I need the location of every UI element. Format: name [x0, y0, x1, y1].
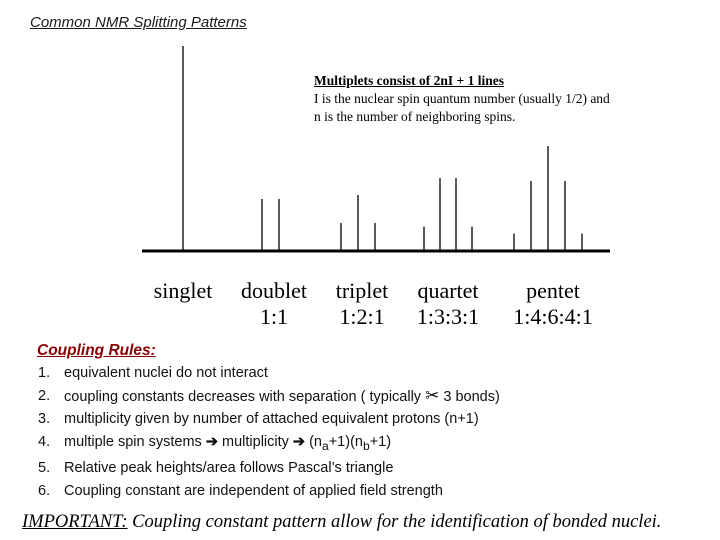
subscript-b: b — [362, 438, 370, 453]
pattern-ratio: 1:2:1 — [339, 304, 385, 329]
rule-item — [38, 408, 500, 431]
rule-item — [38, 362, 500, 385]
rule-number: 3. — [38, 411, 51, 428]
important-text: Coupling constant pattern allow for the identification of bonded nuclei. — [127, 512, 662, 532]
pattern-name: doublet — [241, 278, 307, 303]
pattern-ratio: 1:3:3:1 — [416, 304, 480, 329]
label-singlet — [148, 278, 218, 304]
arrow-right-icon: ➔ — [292, 433, 306, 450]
rule-number: 1. — [38, 365, 51, 381]
label-triplet — [327, 278, 397, 330]
important-note — [22, 512, 661, 533]
rule-text: coupling constants decreases with separation ( typically — [64, 388, 426, 405]
multiplets-heading: Multiplets consist of 2nI + 1 lines — [314, 73, 504, 88]
spectrum-peaks — [183, 46, 582, 251]
coupling-rules-list — [38, 362, 500, 502]
approximately-icon: ✂ — [425, 385, 440, 405]
rule-number: 6. — [38, 482, 51, 499]
pattern-name: pentet — [526, 278, 580, 303]
rule-text: Coupling constant are independent of applied field strength — [64, 482, 443, 499]
rule-text-mid: multiplicity — [217, 433, 293, 450]
rule-text: equivalent nuclei do not interact — [64, 365, 268, 381]
rule-text: multiple spin systems — [64, 433, 206, 450]
rule-text-tail: +1)(n — [328, 433, 363, 450]
rule-item — [38, 431, 500, 457]
pattern-ratio: 1:1 — [259, 304, 289, 329]
important-lead: IMPORTANT: — [22, 512, 128, 532]
pattern-name: singlet — [153, 278, 213, 303]
multiplets-line-2: n is the number of neighboring spins. — [314, 109, 516, 124]
rule-text-tail: (n — [305, 433, 322, 450]
rule-text: Relative peak heights/area follows Pascal’s triangle — [64, 460, 394, 477]
rule-number: 2. — [38, 387, 51, 404]
pattern-name: triplet — [335, 278, 389, 303]
rule-text: multiplicity given by number of attached equivalent protons (n+1) — [64, 411, 479, 428]
subscript-a: a — [322, 438, 329, 453]
multiplets-line-1: I is the nuclear spin quantum number (usually 1/2) and — [314, 91, 610, 106]
pattern-ratio: 1:4:6:4:1 — [513, 304, 593, 329]
pattern-name: quartet — [417, 278, 479, 303]
label-pentet — [503, 278, 603, 330]
label-doublet — [234, 278, 314, 330]
rule-item — [38, 480, 500, 503]
arrow-right-icon: ➔ — [205, 433, 218, 450]
rule-item — [38, 385, 500, 409]
rule-item — [38, 457, 500, 480]
rule-text-tail: +1) — [369, 433, 392, 450]
page-title: Common NMR Splitting Patterns — [30, 14, 247, 31]
rule-text-tail: 3 bonds) — [439, 388, 500, 405]
rule-number: 4. — [38, 433, 51, 450]
coupling-rules-title: Coupling Rules: — [37, 342, 156, 359]
label-quartet — [408, 278, 488, 330]
rule-number: 5. — [38, 460, 51, 477]
